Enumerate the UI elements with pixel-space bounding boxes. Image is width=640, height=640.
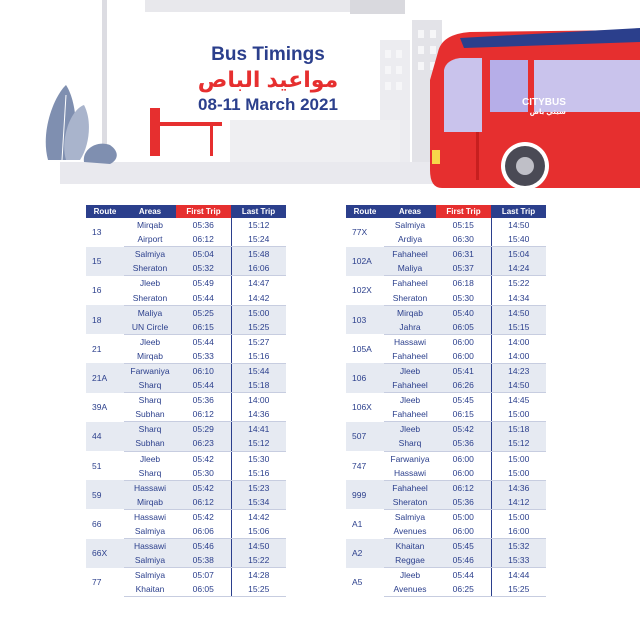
first-trip-cell: 05:46 bbox=[436, 553, 491, 568]
first-trip-cell: 05:00 bbox=[436, 509, 491, 524]
area-cell: Jleeb bbox=[124, 334, 176, 349]
table-row bbox=[346, 334, 546, 349]
table-row bbox=[346, 276, 546, 291]
table-row bbox=[346, 218, 546, 232]
table-row bbox=[86, 509, 286, 524]
last-trip-cell: 15:18 bbox=[491, 422, 546, 437]
route-number: 999 bbox=[346, 480, 384, 509]
last-trip-cell: 14:41 bbox=[231, 422, 286, 437]
last-trip-cell: 15:15 bbox=[491, 320, 546, 335]
last-trip-cell: 14:50 bbox=[231, 539, 286, 554]
area-cell: Salmiya bbox=[124, 524, 176, 539]
first-trip-cell: 05:44 bbox=[436, 568, 491, 583]
area-cell: Jleeb bbox=[384, 568, 436, 583]
route-number: 102X bbox=[346, 276, 384, 305]
area-cell: Salmiya bbox=[384, 218, 436, 232]
column-header-areas: Areas bbox=[384, 205, 436, 218]
area-cell: Avenues bbox=[384, 582, 436, 597]
first-trip-cell: 05:42 bbox=[176, 451, 231, 466]
first-trip-cell: 05:38 bbox=[176, 553, 231, 568]
area-cell: Farwaniya bbox=[384, 451, 436, 466]
area-cell: Sharq bbox=[124, 466, 176, 481]
area-cell: Hassawi bbox=[124, 509, 176, 524]
area-cell: Jleeb bbox=[384, 393, 436, 408]
route-number: 105A bbox=[346, 334, 384, 363]
last-trip-cell: 16:00 bbox=[491, 524, 546, 539]
first-trip-cell: 06:12 bbox=[176, 232, 231, 247]
date-range: 08-11 March 2021 bbox=[198, 95, 338, 114]
first-trip-cell: 06:00 bbox=[436, 334, 491, 349]
route-number: 103 bbox=[346, 305, 384, 334]
area-cell: Maliya bbox=[384, 261, 436, 276]
last-trip-cell: 15:16 bbox=[231, 349, 286, 364]
area-cell: Hassawi bbox=[384, 334, 436, 349]
first-trip-cell: 05:33 bbox=[176, 349, 231, 364]
first-trip-cell: 05:44 bbox=[176, 334, 231, 349]
first-trip-cell: 05:15 bbox=[436, 218, 491, 232]
last-trip-cell: 15:00 bbox=[491, 451, 546, 466]
table-row bbox=[346, 480, 546, 495]
route-number: 106X bbox=[346, 393, 384, 422]
route-number: 44 bbox=[86, 422, 124, 451]
area-cell: Hassawi bbox=[124, 539, 176, 554]
area-cell: Fahaheel bbox=[384, 378, 436, 393]
timetable-right-body bbox=[346, 218, 546, 597]
area-cell: Sharq bbox=[124, 378, 176, 393]
last-trip-cell: 15:04 bbox=[491, 247, 546, 262]
area-cell: Ardiya bbox=[384, 232, 436, 247]
route-number: A2 bbox=[346, 539, 384, 568]
first-trip-cell: 06:25 bbox=[436, 582, 491, 597]
column-header-last-trip: Last Trip bbox=[491, 205, 546, 218]
route-number: 16 bbox=[86, 276, 124, 305]
area-cell: Fahaheel bbox=[384, 247, 436, 262]
area-cell: Jleeb bbox=[384, 422, 436, 437]
first-trip-cell: 06:31 bbox=[436, 247, 491, 262]
last-trip-cell: 15:00 bbox=[231, 305, 286, 320]
table-row bbox=[86, 393, 286, 408]
first-trip-cell: 06:15 bbox=[176, 320, 231, 335]
table-row bbox=[86, 480, 286, 495]
table-row bbox=[86, 276, 286, 291]
area-cell: Fahaheel bbox=[384, 480, 436, 495]
route-number: 59 bbox=[86, 480, 124, 509]
route-number: 66 bbox=[86, 509, 124, 538]
route-number: A5 bbox=[346, 568, 384, 597]
area-cell: Jahra bbox=[384, 320, 436, 335]
area-cell: Salmiya bbox=[384, 509, 436, 524]
route-number: 507 bbox=[346, 422, 384, 451]
last-trip-cell: 14:36 bbox=[491, 480, 546, 495]
last-trip-cell: 15:25 bbox=[231, 582, 286, 597]
first-trip-cell: 05:41 bbox=[436, 363, 491, 378]
table-row bbox=[86, 568, 286, 583]
last-trip-cell: 14:45 bbox=[491, 393, 546, 408]
last-trip-cell: 14:23 bbox=[491, 363, 546, 378]
route-number: 13 bbox=[86, 218, 124, 247]
last-trip-cell: 15:25 bbox=[491, 582, 546, 597]
first-trip-cell: 06:10 bbox=[176, 363, 231, 378]
area-cell: Fahaheel bbox=[384, 407, 436, 422]
first-trip-cell: 05:42 bbox=[436, 422, 491, 437]
area-cell: Farwaniya bbox=[124, 363, 176, 378]
last-trip-cell: 14:50 bbox=[491, 378, 546, 393]
first-trip-cell: 05:36 bbox=[176, 393, 231, 408]
last-trip-cell: 14:50 bbox=[491, 305, 546, 320]
last-trip-cell: 14:36 bbox=[231, 407, 286, 422]
first-trip-cell: 06:05 bbox=[176, 582, 231, 597]
last-trip-cell: 15:27 bbox=[231, 334, 286, 349]
header-scene bbox=[0, 0, 640, 200]
last-trip-cell: 15:23 bbox=[231, 480, 286, 495]
timetable-left bbox=[86, 205, 286, 597]
area-cell: Jleeb bbox=[124, 276, 176, 291]
area-cell: Salmiya bbox=[124, 553, 176, 568]
first-trip-cell: 05:07 bbox=[176, 568, 231, 583]
last-trip-cell: 14:28 bbox=[231, 568, 286, 583]
last-trip-cell: 14:42 bbox=[231, 509, 286, 524]
last-trip-cell: 15:18 bbox=[231, 378, 286, 393]
table-row bbox=[86, 422, 286, 437]
last-trip-cell: 14:34 bbox=[491, 290, 546, 305]
table-row bbox=[86, 218, 286, 232]
route-number: 15 bbox=[86, 247, 124, 276]
area-cell: Sheraton bbox=[124, 290, 176, 305]
route-number: A1 bbox=[346, 509, 384, 538]
table-row bbox=[86, 363, 286, 378]
last-trip-cell: 15:00 bbox=[491, 509, 546, 524]
page-title: Bus Timings bbox=[211, 44, 325, 65]
route-number: 77 bbox=[86, 568, 124, 597]
last-trip-cell: 15:16 bbox=[231, 466, 286, 481]
last-trip-cell: 15:24 bbox=[231, 232, 286, 247]
area-cell: Sheraton bbox=[384, 290, 436, 305]
area-cell: Sharq bbox=[124, 422, 176, 437]
route-number: 106 bbox=[346, 363, 384, 392]
last-trip-cell: 14:42 bbox=[231, 290, 286, 305]
area-cell: Hassawi bbox=[124, 480, 176, 495]
first-trip-cell: 05:44 bbox=[176, 378, 231, 393]
area-cell: Salmiya bbox=[124, 247, 176, 262]
area-cell: Sharq bbox=[384, 436, 436, 451]
table-row bbox=[86, 539, 286, 554]
column-header-first-trip: First Trip bbox=[176, 205, 231, 218]
first-trip-cell: 05:30 bbox=[176, 466, 231, 481]
area-cell: Mirqab bbox=[124, 495, 176, 510]
table-row bbox=[346, 247, 546, 262]
area-cell: Mirqab bbox=[124, 218, 176, 232]
last-trip-cell: 14:00 bbox=[491, 349, 546, 364]
last-trip-cell: 15:44 bbox=[231, 363, 286, 378]
column-header-route: Route bbox=[346, 205, 384, 218]
route-number: 21 bbox=[86, 334, 124, 363]
timetable-right bbox=[346, 205, 546, 597]
route-number: 21A bbox=[86, 363, 124, 392]
first-trip-cell: 05:49 bbox=[176, 276, 231, 291]
first-trip-cell: 05:45 bbox=[436, 393, 491, 408]
last-trip-cell: 15:34 bbox=[231, 495, 286, 510]
last-trip-cell: 14:00 bbox=[491, 334, 546, 349]
table-row bbox=[86, 451, 286, 466]
first-trip-cell: 05:46 bbox=[176, 539, 231, 554]
route-number: 18 bbox=[86, 305, 124, 334]
last-trip-cell: 14:24 bbox=[491, 261, 546, 276]
area-cell: Khaitan bbox=[384, 539, 436, 554]
last-trip-cell: 14:47 bbox=[231, 276, 286, 291]
first-trip-cell: 05:36 bbox=[436, 436, 491, 451]
area-cell: Sharq bbox=[124, 393, 176, 408]
first-trip-cell: 05:45 bbox=[436, 539, 491, 554]
area-cell: Mirqab bbox=[384, 305, 436, 320]
last-trip-cell: 16:06 bbox=[231, 261, 286, 276]
route-number: 77X bbox=[346, 218, 384, 247]
first-trip-cell: 05:29 bbox=[176, 422, 231, 437]
area-cell: Hassawi bbox=[384, 466, 436, 481]
first-trip-cell: 06:12 bbox=[176, 407, 231, 422]
first-trip-cell: 06:15 bbox=[436, 407, 491, 422]
last-trip-cell: 15:12 bbox=[491, 436, 546, 451]
area-cell: Reggae bbox=[384, 553, 436, 568]
last-trip-cell: 15:12 bbox=[231, 218, 286, 232]
area-cell: Salmiya bbox=[124, 568, 176, 583]
first-trip-cell: 06:12 bbox=[176, 495, 231, 510]
route-number: 747 bbox=[346, 451, 384, 480]
last-trip-cell: 15:48 bbox=[231, 247, 286, 262]
first-trip-cell: 06:30 bbox=[436, 232, 491, 247]
column-header-route: Route bbox=[86, 205, 124, 218]
timetable-left-body bbox=[86, 218, 286, 597]
area-cell: Maliya bbox=[124, 305, 176, 320]
first-trip-cell: 05:36 bbox=[436, 495, 491, 510]
table-row bbox=[346, 568, 546, 583]
last-trip-cell: 15:22 bbox=[231, 553, 286, 568]
area-cell: Subhan bbox=[124, 407, 176, 422]
column-header-first-trip: First Trip bbox=[436, 205, 491, 218]
first-trip-cell: 05:37 bbox=[436, 261, 491, 276]
last-trip-cell: 15:00 bbox=[491, 466, 546, 481]
column-header-last-trip: Last Trip bbox=[231, 205, 286, 218]
last-trip-cell: 15:00 bbox=[491, 407, 546, 422]
table-row bbox=[346, 393, 546, 408]
first-trip-cell: 05:42 bbox=[176, 509, 231, 524]
page-title-arabic: مواعيد الباص bbox=[197, 67, 339, 92]
last-trip-cell: 15:25 bbox=[231, 320, 286, 335]
first-trip-cell: 06:05 bbox=[436, 320, 491, 335]
last-trip-cell: 15:12 bbox=[231, 436, 286, 451]
area-cell: Subhan bbox=[124, 436, 176, 451]
first-trip-cell: 05:25 bbox=[176, 305, 231, 320]
area-cell: Fahaheel bbox=[384, 349, 436, 364]
last-trip-cell: 14:44 bbox=[491, 568, 546, 583]
last-trip-cell: 14:50 bbox=[491, 218, 546, 232]
first-trip-cell: 05:40 bbox=[436, 305, 491, 320]
first-trip-cell: 05:44 bbox=[176, 290, 231, 305]
table-row bbox=[346, 422, 546, 437]
area-cell: UN Circle bbox=[124, 320, 176, 335]
area-cell: Jleeb bbox=[384, 363, 436, 378]
first-trip-cell: 05:42 bbox=[176, 480, 231, 495]
first-trip-cell: 06:12 bbox=[436, 480, 491, 495]
area-cell: Khaitan bbox=[124, 582, 176, 597]
last-trip-cell: 15:06 bbox=[231, 524, 286, 539]
last-trip-cell: 15:40 bbox=[491, 232, 546, 247]
first-trip-cell: 06:00 bbox=[436, 466, 491, 481]
area-cell: Avenues bbox=[384, 524, 436, 539]
table-row bbox=[86, 247, 286, 262]
route-number: 39A bbox=[86, 393, 124, 422]
first-trip-cell: 06:00 bbox=[436, 451, 491, 466]
first-trip-cell: 06:00 bbox=[436, 524, 491, 539]
first-trip-cell: 05:32 bbox=[176, 261, 231, 276]
last-trip-cell: 15:30 bbox=[231, 451, 286, 466]
last-trip-cell: 15:32 bbox=[491, 539, 546, 554]
title-block bbox=[178, 44, 358, 116]
route-number: 51 bbox=[86, 451, 124, 480]
last-trip-cell: 15:22 bbox=[491, 276, 546, 291]
first-trip-cell: 06:26 bbox=[436, 378, 491, 393]
first-trip-cell: 06:06 bbox=[176, 524, 231, 539]
last-trip-cell: 15:33 bbox=[491, 553, 546, 568]
column-header-areas: Areas bbox=[124, 205, 176, 218]
first-trip-cell: 05:04 bbox=[176, 247, 231, 262]
table-row bbox=[346, 509, 546, 524]
first-trip-cell: 06:23 bbox=[176, 436, 231, 451]
table-row bbox=[346, 305, 546, 320]
table-row bbox=[86, 334, 286, 349]
area-cell: Airport bbox=[124, 232, 176, 247]
table-row bbox=[346, 539, 546, 554]
area-cell: Sheraton bbox=[384, 495, 436, 510]
first-trip-cell: 06:18 bbox=[436, 276, 491, 291]
route-number: 66X bbox=[86, 539, 124, 568]
table-row bbox=[346, 363, 546, 378]
table-row bbox=[86, 305, 286, 320]
area-cell: Jleeb bbox=[124, 451, 176, 466]
route-number: 102A bbox=[346, 247, 384, 276]
area-cell: Sheraton bbox=[124, 261, 176, 276]
area-cell: Fahaheel bbox=[384, 276, 436, 291]
last-trip-cell: 14:00 bbox=[231, 393, 286, 408]
table-row bbox=[346, 451, 546, 466]
area-cell: Mirqab bbox=[124, 349, 176, 364]
last-trip-cell: 14:12 bbox=[491, 495, 546, 510]
first-trip-cell: 05:30 bbox=[436, 290, 491, 305]
bus-brand-logo: CITYBUS سيتي باص bbox=[522, 97, 566, 116]
first-trip-cell: 06:00 bbox=[436, 349, 491, 364]
first-trip-cell: 05:36 bbox=[176, 218, 231, 232]
